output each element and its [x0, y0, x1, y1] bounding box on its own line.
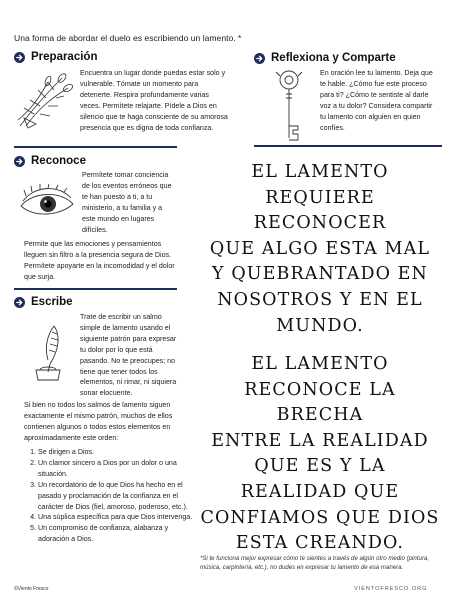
- reflexiona-header: [254, 52, 396, 64]
- quote-paragraph-2: [198, 352, 442, 557]
- quote-line: EL LAMENTO: [251, 162, 389, 182]
- quote-line: NOSOTROS Y EN EL: [217, 289, 423, 310]
- preparacion-title: Preparación: [31, 51, 98, 63]
- escribe-title: Escribe: [31, 296, 73, 308]
- quote-line: REALIDAD QUE: [240, 481, 400, 502]
- preparacion-divider: [14, 146, 177, 148]
- quote-line: RECONOCE LA BRECHA: [244, 379, 396, 426]
- reflexiona-title: Reflexiona y Comparte: [271, 52, 396, 64]
- arrow-right-circle-icon: [14, 52, 25, 63]
- quote-line: QUE ES Y LA: [254, 456, 386, 477]
- reflexiona-text: En oración lee tu lamento. Deja que te hable. ¿Cómo fue este proceso para ti? ¿Cómo te sentiste al darle voz a tu dolor? Considera compartir tu lamento con alguien en quien confíes.: [320, 69, 433, 132]
- list-item: 3. Un recordatorio de lo que Dios ha hecho en el pasado y proclamación de la confianza en el carácter de Dios (fiel, amoroso, poderoso, etc.).: [38, 480, 198, 513]
- quote-line: Y QUEBRANTADO EN: [212, 264, 428, 285]
- quill-inkwell-illustration: [26, 324, 70, 382]
- key-illustration: [272, 68, 306, 150]
- arrow-right-circle-icon: [14, 297, 25, 308]
- escribe-header: [14, 296, 73, 308]
- reconoce-title: Reconoce: [31, 155, 86, 167]
- list-item: 2. Un clamor sincero a Dios por un dolor o una situación.: [38, 458, 198, 480]
- quote-line: REQUIERE RECONOCER: [253, 187, 387, 234]
- website-link[interactable]: VIENTOFRESCO.ORG: [354, 586, 428, 592]
- escribe-full-text: Si bien no todos los salmos de lamento siguen exactamente el mismo patrón, muchos de ellos contienen algunos o todos estos elementos en aproximadamente este orden:: [24, 401, 173, 442]
- quote-line: QUE ALGO ESTA MAL: [209, 238, 431, 259]
- copyright: ©Viento Fresco: [14, 586, 49, 592]
- quote-line: ENTRE LA REALIDAD: [211, 430, 429, 451]
- quote-line: ESTA CREANDO.: [235, 533, 405, 554]
- lament-steps-list: [14, 447, 198, 545]
- reconoce-side-text: Permítete tomar conciencia de los eventos erróneos que te han puesto a ti, a tu ministerio, a tu familia y a este mundo en lugares difíciles.: [82, 171, 172, 234]
- reconoce-header: [14, 155, 86, 167]
- list-item: 5. Un compromiso de confianza, alabanza y adoración a Dios.: [38, 523, 198, 545]
- arrow-right-circle-icon: [14, 156, 25, 167]
- list-item: 4. Una súplica específica para que Dios intervenga.: [38, 512, 198, 523]
- preparacion-header: [14, 51, 97, 63]
- footnote: *Si te funciona mejor expresar cómo te sientes a través de algún otro medio (pintura, música, carpintería, etc.), no dudes en expresar tu lamento de esa manera.: [200, 555, 429, 572]
- preparacion-text: Encuentra un lugar donde puedas estar solo y vulnerable. Tómate un momento para detenerte. Respira profundamente varias veces. Permítete relajarte. Pídele a Dios en silencio que te haga consciente de su amorosa presencia que es digna de toda confianza.: [80, 69, 228, 132]
- reconoce-full-text: Permite que las emociones y pensamientos lleguen sin filtro a la presencia segura de Dios. Permítete apoyarte en la incomodidad y el dolor que surja.: [24, 240, 175, 281]
- escribe-side-text: Trate de escribir un salmo simple de lamento usando el siguiente patrón para expresar tu dolor por lo que está pasando. No te preocupes; no tiene que tener todos los elementos, ni rimar, ni siquiera sonar elocuente.: [80, 313, 177, 398]
- quote-line: CONFIAMOS QUE DIOS: [200, 507, 440, 528]
- reflexiona-divider: [254, 145, 442, 147]
- quote-line: MUNDO.: [276, 315, 364, 336]
- reconoce-divider: [14, 288, 177, 290]
- list-item: 1. Se dirigen a Dios.: [38, 447, 198, 458]
- lavender-illustration: [14, 70, 76, 130]
- eye-illustration: [18, 184, 76, 224]
- quote-paragraph-1: [198, 160, 442, 339]
- quote-line: EL LAMENTO: [251, 354, 389, 374]
- arrow-right-circle-icon: [254, 53, 265, 64]
- intro-text: Una forma de abordar el duelo es escribiendo un lamento. *: [14, 33, 242, 43]
